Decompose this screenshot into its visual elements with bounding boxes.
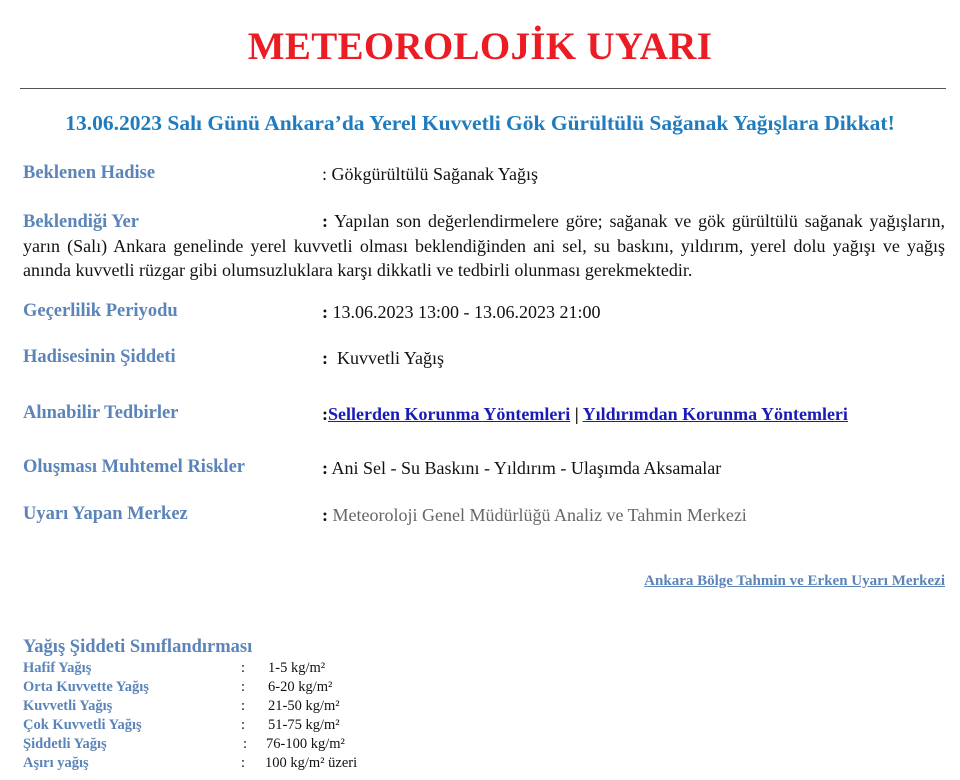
classification-colon: :	[241, 698, 246, 714]
issuing-center-row	[322, 505, 747, 526]
classification-label: Kuvvetli Yağış	[23, 698, 113, 714]
expected-location-block	[23, 209, 945, 282]
classification-value: 6-20 kg/m²	[268, 679, 333, 695]
validity-period-value: 13.06.2023 13:00 - 13.06.2023 21:00	[328, 302, 601, 322]
precautions-row	[322, 404, 848, 425]
validity-period-colon: :	[322, 302, 328, 322]
precautions-colon: :	[322, 404, 328, 424]
issuing-center-colon: :	[322, 505, 328, 525]
risks-row	[322, 458, 721, 479]
classification-label: Aşırı yağış	[23, 755, 89, 771]
classification-title: Yağış Şiddeti Sınıflandırması	[23, 637, 253, 657]
precautions-separator: |	[570, 404, 583, 424]
validity-period-label: Geçerlilik Periyodu	[23, 301, 178, 321]
risks-value: Ani Sel - Su Baskını - Yıldırım - Ulaşımda Aksamalar	[328, 458, 722, 478]
flood-protection-link[interactable]: Sellerden Korunma Yöntemleri	[328, 404, 571, 424]
classification-value: 100 kg/m² üzeri	[265, 755, 358, 771]
validity-period-row	[322, 302, 601, 323]
title-divider	[20, 88, 946, 89]
classification-value: 51-75 kg/m²	[268, 717, 340, 733]
classification-value: 1-5 kg/m²	[268, 660, 326, 676]
severity-colon: :	[322, 348, 328, 368]
issuing-center-label: Uyarı Yapan Merkez	[23, 504, 188, 524]
classification-label: Şiddetli Yağış	[23, 736, 107, 752]
classification-value: 21-50 kg/m²	[268, 698, 340, 714]
risks-label: Oluşması Muhtemel Riskler	[23, 457, 245, 477]
classification-label: Çok Kuvvetli Yağış	[23, 717, 142, 733]
severity-value: Kuvvetli Yağış	[328, 348, 445, 368]
severity-label: Hadisesinin Şiddeti	[23, 347, 176, 367]
expected-event-label: Beklenen Hadise	[23, 163, 156, 183]
regional-center-link[interactable]: Ankara Bölge Tahmin ve Erken Uyarı Merkezi	[644, 573, 945, 589]
severity-row	[322, 348, 444, 369]
page-title: METEOROLOJİK UYARI	[247, 25, 713, 68]
expected-location-value: Yapılan son değerlendirmelere göre; sağanak ve gök gürültülü sağanak yağışların, yarın (Salı) Ankara genelinde yerel kuvvetli olması beklendiğinden ani sel, su baskını, yıldırım, yerel dolu yağışı ve yağış anında kuvvetli rüzgar gibi olumsuzluklara karşı dikkatli ve tedbirli olunması gerekmektedir.	[23, 211, 945, 280]
lightning-protection-link[interactable]: Yıldırımdan Korunma Yöntemleri	[582, 404, 848, 424]
classification-label: Hafif Yağış	[23, 660, 92, 676]
classification-value: 76-100 kg/m²	[266, 736, 345, 752]
classification-colon: :	[241, 660, 246, 676]
classification-colon: :	[241, 755, 246, 771]
risks-colon: :	[322, 458, 328, 478]
expected-location-label: Beklendiği Yer	[23, 212, 139, 232]
classification-colon: :	[243, 736, 248, 752]
classification-label: Orta Kuvvette Yağış	[23, 679, 149, 695]
expected-event-value: : Gökgürültülü Sağanak Yağış	[322, 164, 538, 184]
classification-colon: :	[241, 679, 246, 695]
warning-subtitle: 13.06.2023 Salı Günü Ankara’da Yerel Kuvvetli Gök Gürültülü Sağanak Yağışlara Dikkat!	[65, 111, 895, 135]
issuing-center-value: Meteoroloji Genel Müdürlüğü Analiz ve Tahmin Merkezi	[328, 505, 747, 525]
precautions-label: Alınabilir Tedbirler	[23, 403, 179, 423]
classification-colon: :	[241, 717, 246, 733]
expected-location-colon: :	[322, 211, 328, 231]
